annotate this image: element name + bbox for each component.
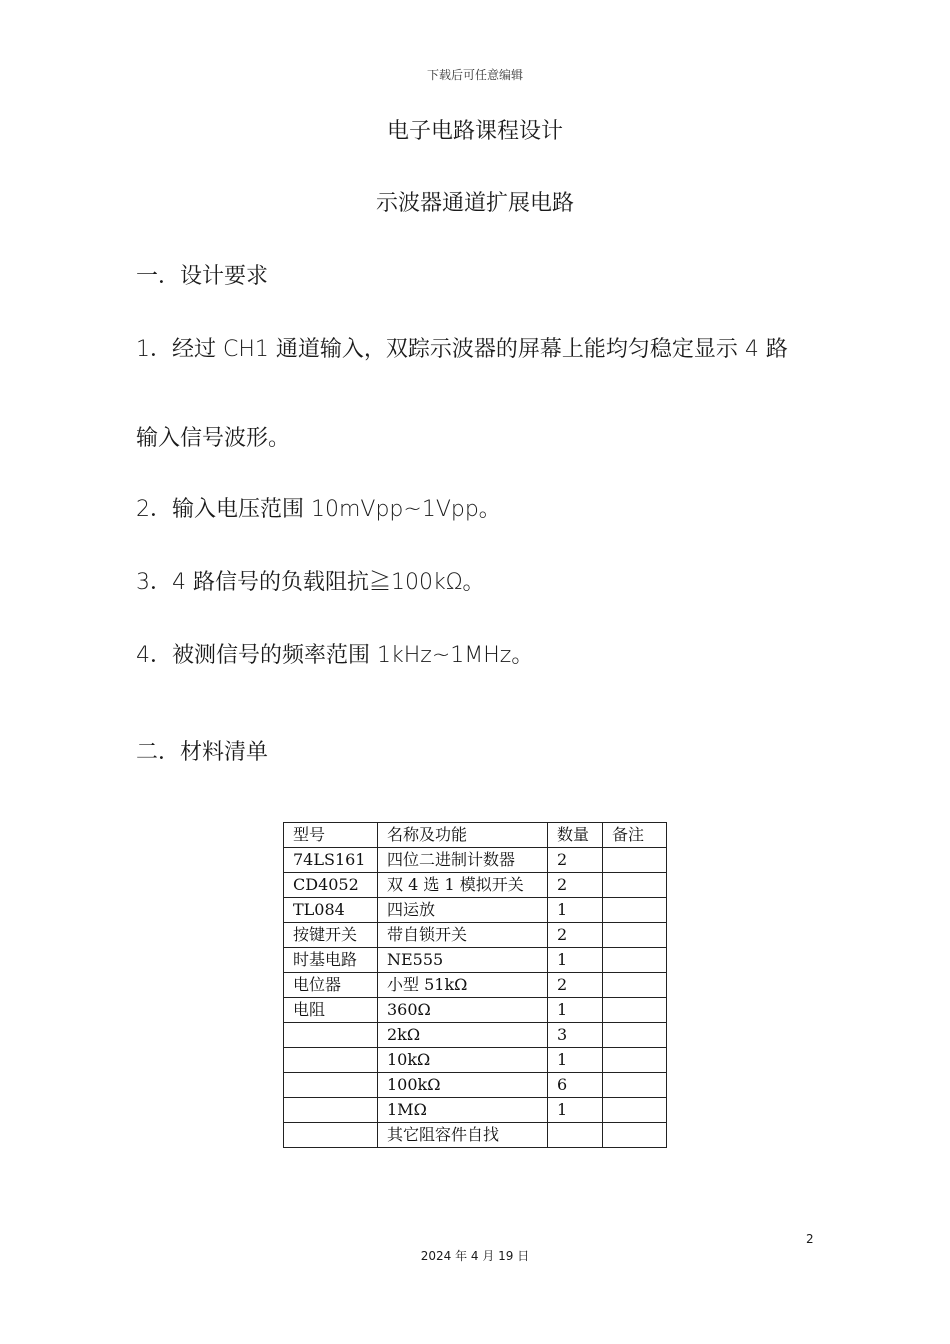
table-cell — [603, 1123, 667, 1148]
table-cell: 1 — [548, 1048, 603, 1073]
table-cell: 360Ω — [378, 998, 548, 1023]
table-cell: 74LS161 — [284, 848, 378, 873]
table-cell: 电位器 — [284, 973, 378, 998]
table-cell: 1 — [548, 1098, 603, 1123]
table-cell: 带自锁开关 — [378, 923, 548, 948]
table-cell: 四运放 — [378, 898, 548, 923]
requirement-2: 2．输入电压范围 10mVpp~1Vpp。 — [136, 497, 501, 522]
table-row — [284, 1023, 667, 1048]
header-cell-name: 名称及功能 — [378, 823, 548, 848]
table-cell — [603, 1048, 667, 1073]
table-cell: 3 — [548, 1023, 603, 1048]
table-row — [284, 1123, 667, 1148]
table-cell: 2 — [548, 973, 603, 998]
table-cell: NE555 — [378, 948, 548, 973]
table-cell — [603, 1073, 667, 1098]
table-cell: 电阻 — [284, 998, 378, 1023]
table-cell — [603, 873, 667, 898]
table-cell — [284, 1098, 378, 1123]
table-cell: 双 4 选 1 模拟开关 — [378, 873, 548, 898]
table-cell: 2 — [548, 873, 603, 898]
table-cell: 1MΩ — [378, 1098, 548, 1123]
table-cell: 6 — [548, 1073, 603, 1098]
table-cell — [603, 1098, 667, 1123]
table-cell — [603, 848, 667, 873]
table-row — [284, 923, 667, 948]
table-row — [284, 898, 667, 923]
table-cell: 其它阻容件自找 — [378, 1123, 548, 1148]
table-cell — [284, 1048, 378, 1073]
table-cell: 100kΩ — [378, 1073, 548, 1098]
header-cell-model: 型号 — [284, 823, 378, 848]
table-cell — [548, 1123, 603, 1148]
table-cell: 小型 51kΩ — [378, 973, 548, 998]
table-cell — [284, 1123, 378, 1148]
page-footer-date: 2024 年 4 月 19 日 — [420, 1249, 530, 1263]
document-title: 电子电路课程设计 — [386, 119, 563, 144]
table-cell — [603, 923, 667, 948]
table-cell: 1 — [548, 948, 603, 973]
materials-table — [283, 822, 667, 1148]
table-cell: 1 — [548, 998, 603, 1023]
requirement-1-line-1: 1．经过 CH1 通道输入，双踪示波器的屏幕上能均匀稳定显示 4 路 — [136, 337, 788, 362]
requirement-1-line-2: 输入信号波形。 — [136, 426, 291, 451]
table-row — [284, 973, 667, 998]
table-cell: 2 — [548, 923, 603, 948]
header-cell-notes: 备注 — [603, 823, 667, 848]
table-cell: TL084 — [284, 898, 378, 923]
header-cell-quantity: 数量 — [548, 823, 603, 848]
table-cell — [603, 948, 667, 973]
table-cell: 1 — [548, 898, 603, 923]
table-row — [284, 873, 667, 898]
table-cell — [284, 1023, 378, 1048]
table-row — [284, 1073, 667, 1098]
table-cell: CD4052 — [284, 873, 378, 898]
table-cell — [284, 1073, 378, 1098]
table-cell: 四位二进制计数器 — [378, 848, 548, 873]
table-cell — [603, 1023, 667, 1048]
table-row — [284, 998, 667, 1023]
table-cell — [603, 973, 667, 998]
requirement-4: 4．被测信号的频率范围 1kHz~1MHz。 — [136, 643, 534, 668]
page-header: 下载后可任意编辑 — [426, 68, 523, 82]
table-cell: 10kΩ — [378, 1048, 548, 1073]
table-cell — [603, 998, 667, 1023]
document-subtitle: 示波器通道扩展电路 — [375, 191, 574, 216]
page-number: 2 — [806, 1232, 814, 1246]
section-heading-materials: 二．材料清单 — [136, 740, 269, 765]
table-row — [284, 1048, 667, 1073]
table-row — [284, 948, 667, 973]
section-heading-requirements: 一．设计要求 — [136, 264, 269, 289]
table-cell: 按键开关 — [284, 923, 378, 948]
requirement-3: 3．4 路信号的负载阻抗≧100kΩ。 — [136, 570, 485, 595]
table-cell: 2 — [548, 848, 603, 873]
table-row — [284, 1098, 667, 1123]
table-header-row — [284, 823, 667, 848]
table-cell: 2kΩ — [378, 1023, 548, 1048]
table-row — [284, 848, 667, 873]
table-cell — [603, 898, 667, 923]
table-cell: 时基电路 — [284, 948, 378, 973]
